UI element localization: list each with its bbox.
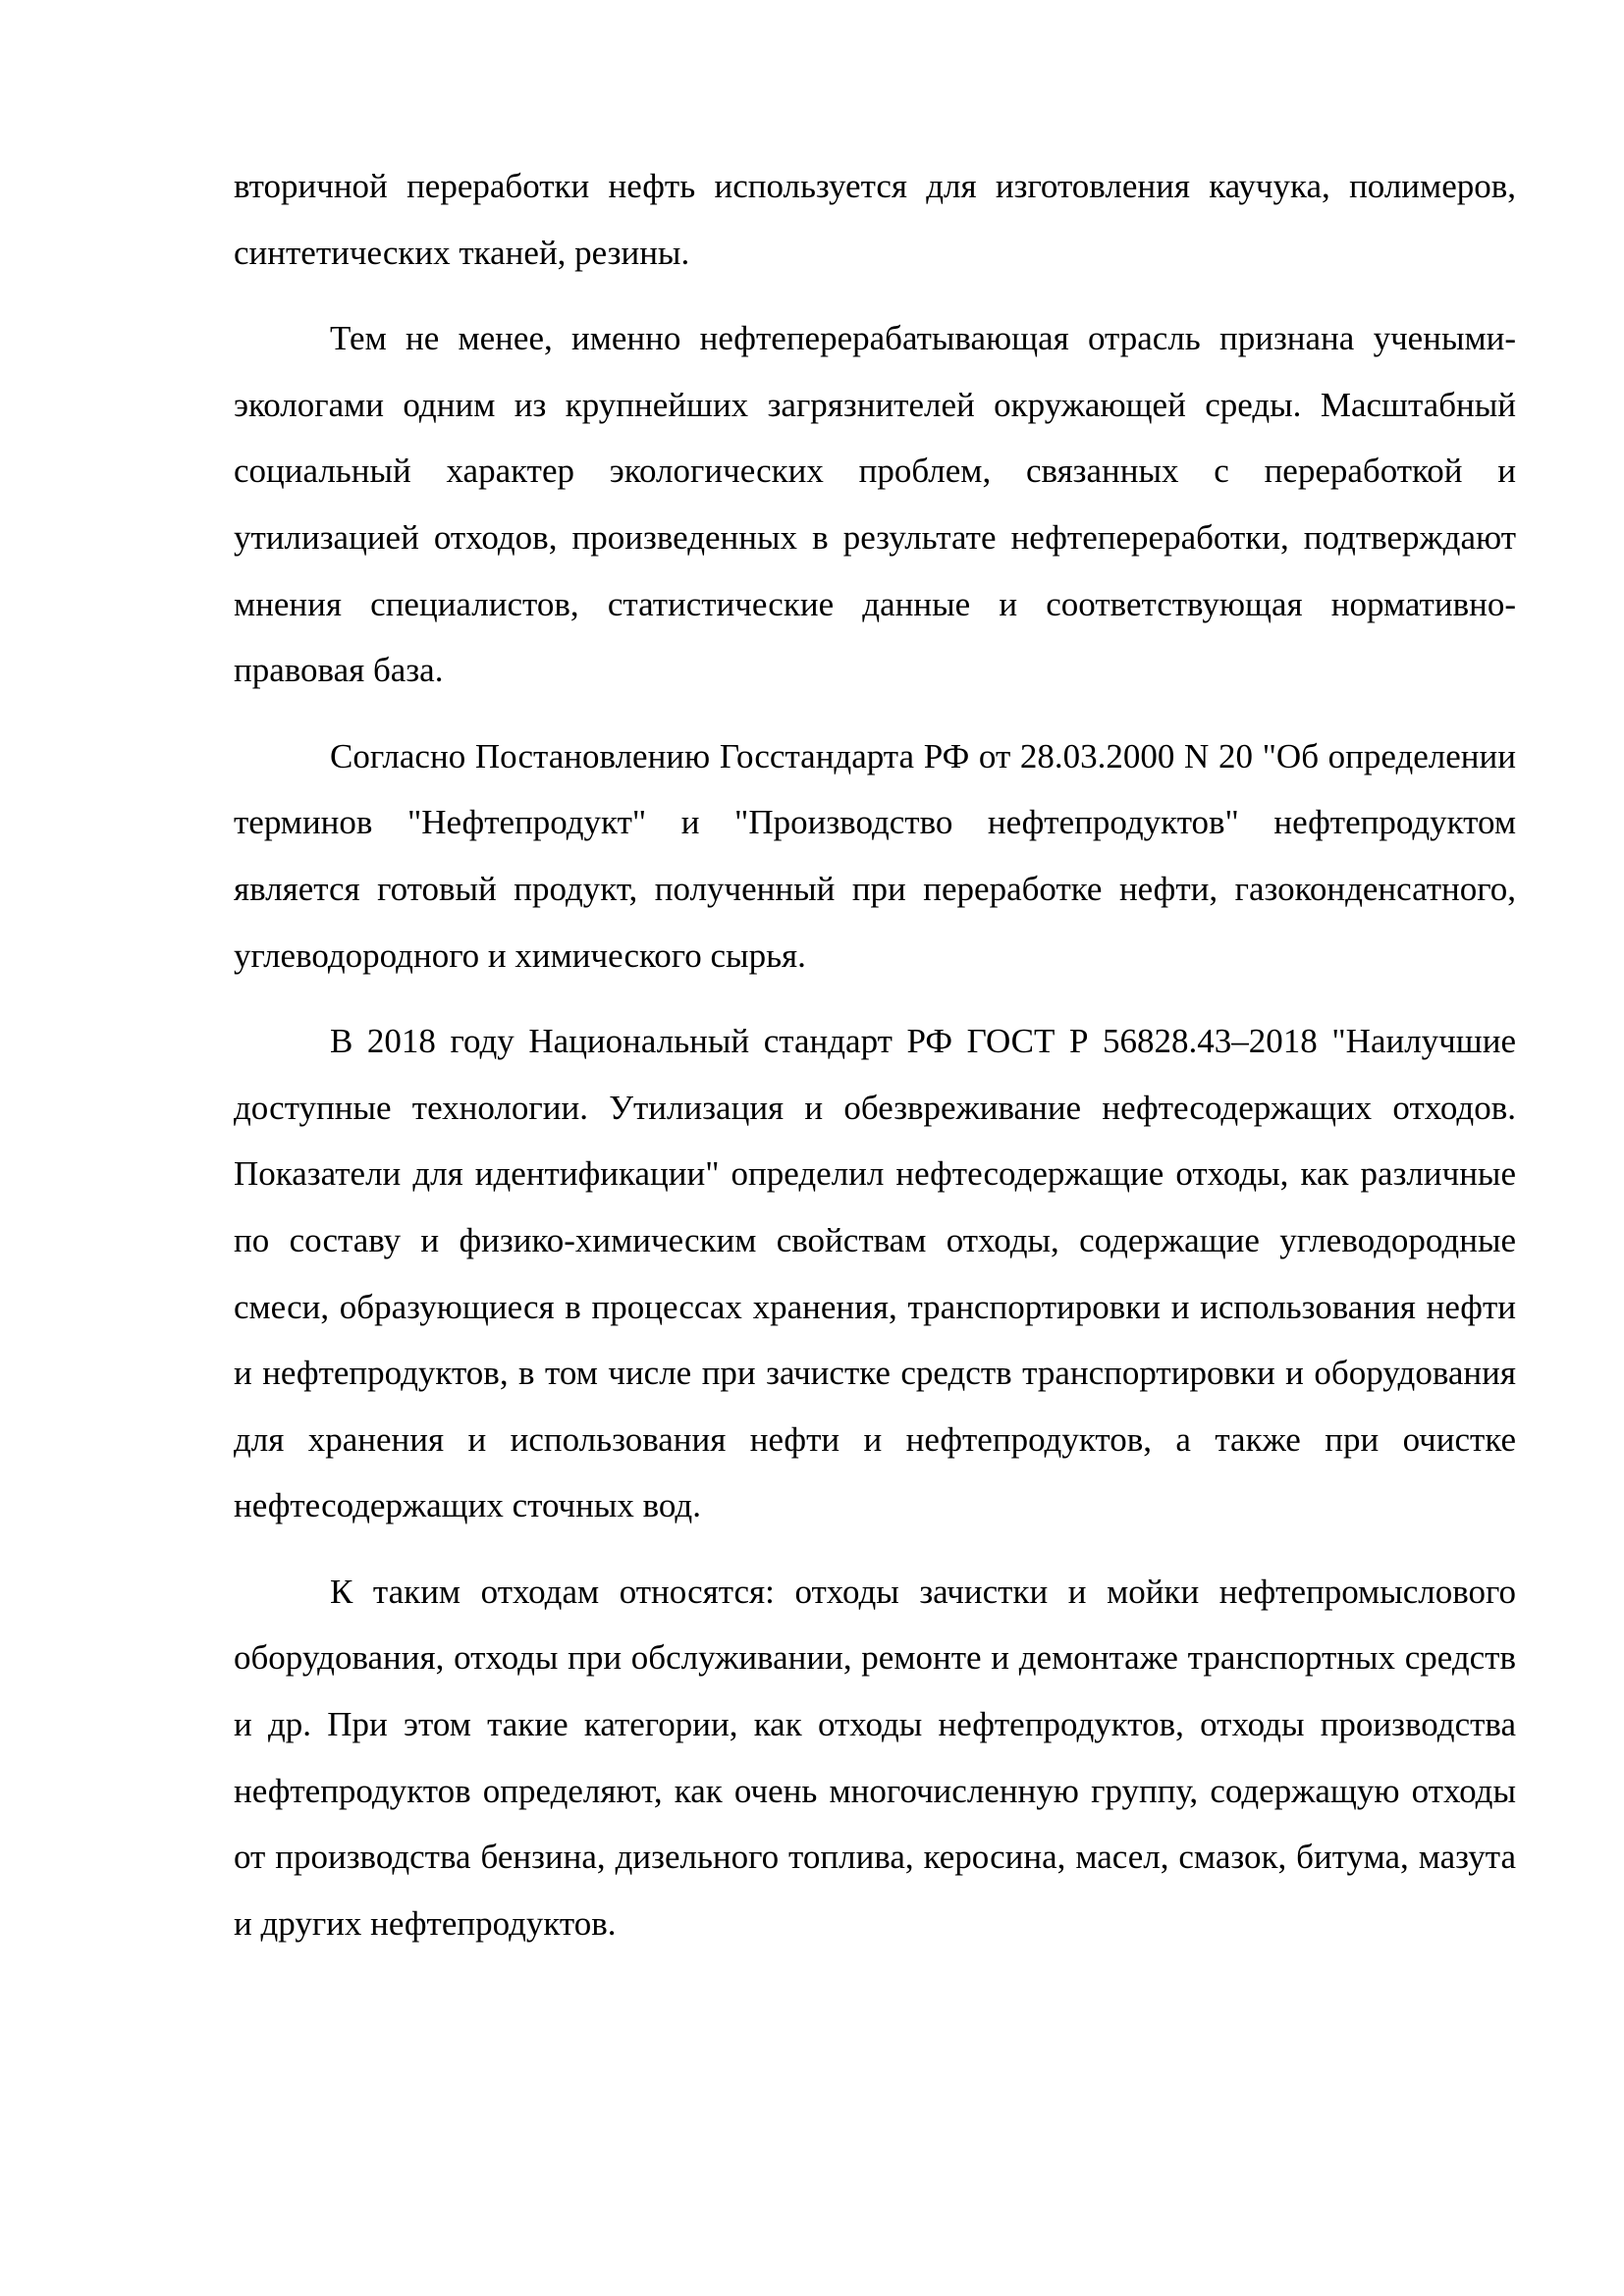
paragraph-waste-types: К таким отходам относятся: отходы зачистки и мойки нефтепромыслового оборудования, отходы при обслуживании, ремонте и демонтаже транспортных средств и др. При этом такие категории, как отходы нефтепродуктов, отходы производства нефтепродуктов определяют, как очень многочисленную группу, содержащую отходы от производства бензина, дизельного топлива, керосина, масел, смазок, битума, мазута и других нефтепродуктов. xyxy=(234,1572,1516,1943)
paragraph-pollution: Тем не менее, именно нефтеперерабатывающая отрасль признана учеными-экологами одним из крупнейших загрязнителей окружающей среды. Масштабный социальный характер экологических проблем, связанных с переработкой и утилизацией отходов, произведенных в результате нефтепереработки, подтверждают мнения специалистов, статистические данные и соответствующая нормативно-правовая база. xyxy=(234,319,1516,690)
document-body xyxy=(234,153,1516,1956)
paragraph-gosstandart: Согласно Постановлению Госстандарта РФ от 28.03.2000 N 20 "Об определении терминов "Нефтепродукт" и "Производство нефтепродуктов" нефтепродуктом является готовый продукт, полученный при переработке нефти, газоконденсатного, углеводородного и химического сырья. xyxy=(234,736,1516,975)
paragraph-continuation: вторичной переработки нефть используется для изготовления каучука, полимеров, синтетических тканей, резины. xyxy=(234,167,1516,272)
paragraph-gost-2018: В 2018 году Национальный стандарт РФ ГОСТ Р 56828.43–2018 "Наилучшие доступные технологии. Утилизация и обезвреживание нефтесодержащих отходов. Показатели для идентификации" определил нефтесодержащие отходы, как различные по составу и физико-химическим свойствам отходы, содержащие углеводородные смеси, образующиеся в процессах хранения, транспортировки и использования нефти и нефтепродуктов, в том числе при зачистке средств транспортировки и оборудования для хранения и использования нефти и нефтепродуктов, а также при очистке нефтесодержащих сточных вод. xyxy=(234,1022,1516,1525)
